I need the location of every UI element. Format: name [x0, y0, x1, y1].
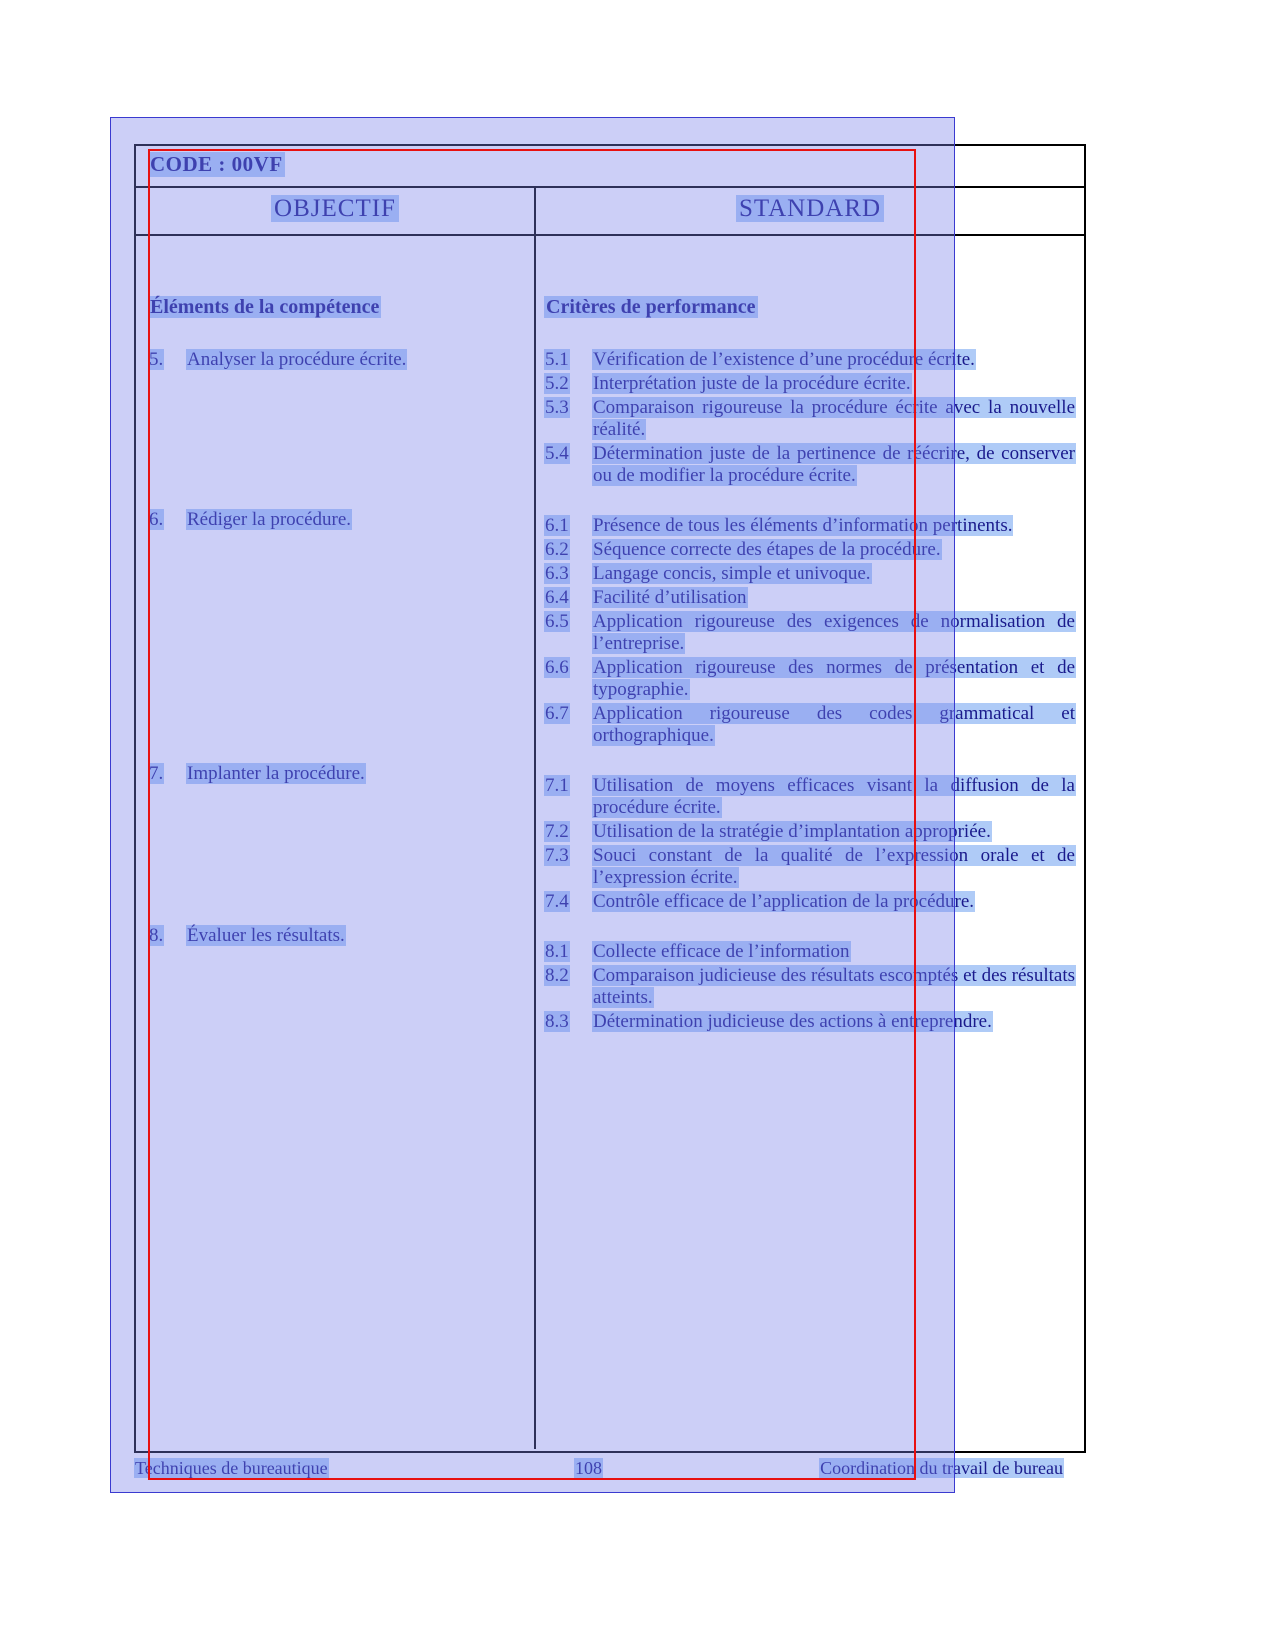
header-cell-standard: [536, 188, 1084, 234]
element-text: Évaluer les résultats.: [187, 925, 345, 946]
criterion-text: Vérification de l’existence d’une procédure écrite.: [593, 349, 975, 370]
criterion-number: 5.3: [545, 397, 569, 418]
criterion-item: [544, 821, 1076, 843]
criterion-text: Présence de tous les éléments d’information pertinents.: [593, 515, 1013, 536]
element-item: [148, 763, 534, 785]
criterion-item: [544, 373, 1076, 395]
criterion-text: Détermination juste de la pertinence de réécrire, de conserver ou de modifier la procédure écrite.: [593, 443, 1075, 486]
criterion-number: 6.3: [545, 563, 569, 584]
criterion-number: 8.3: [545, 1011, 569, 1032]
page-footer: [134, 1458, 1086, 1479]
criterion-text: Langage concis, simple et univoque.: [593, 563, 871, 584]
criterion-item: [544, 397, 1076, 441]
element-item: [148, 509, 534, 531]
criterion-number: 6.7: [545, 703, 569, 724]
element-text: Implanter la procédure.: [187, 763, 365, 784]
criterion-item: [544, 349, 1076, 371]
criterion-text: Comparaison judicieuse des résultats escomptés et des résultats atteints.: [593, 965, 1075, 1008]
criterion-number: 6.6: [545, 657, 569, 678]
criterion-text: Utilisation de la stratégie d’implantation appropriée.: [593, 821, 991, 842]
criterion-item: [544, 941, 1076, 963]
criterion-number: 6.4: [545, 587, 569, 608]
criterion-text: Interprétation juste de la procédure écrite.: [593, 373, 911, 394]
criterion-number: 5.2: [545, 373, 569, 394]
element-item: [148, 349, 534, 371]
criterion-item: [544, 443, 1076, 487]
criterion-text: Application rigoureuse des exigences de normalisation de l’entreprise.: [593, 611, 1075, 654]
criteria-group: [544, 941, 1076, 1033]
criteria-group: [544, 775, 1076, 913]
criterion-item: [544, 587, 1076, 609]
element-text: Analyser la procédure écrite.: [187, 349, 407, 370]
criterion-item: [544, 891, 1076, 913]
criterion-text: Comparaison rigoureuse la procédure écrite avec la nouvelle réalité.: [593, 397, 1075, 440]
element-number: 6.: [149, 509, 164, 530]
criterion-item: [544, 539, 1076, 561]
criterion-text: Application rigoureuse des normes de présentation et de typographie.: [593, 657, 1075, 700]
criterion-text: Facilité d’utilisation: [593, 587, 747, 608]
criterion-item: [544, 611, 1076, 655]
criterion-item: [544, 703, 1076, 747]
criterion-number: 6.1: [545, 515, 569, 536]
objectif-title: OBJECTIF: [136, 188, 534, 223]
criterion-item: [544, 845, 1076, 889]
criterion-number: 8.1: [545, 941, 569, 962]
criterion-number: 5.4: [545, 443, 569, 464]
criterion-text: Application rigoureuse des codes grammatical et orthographique.: [593, 703, 1075, 746]
table-header-row: [136, 188, 1084, 236]
objectif-column: [136, 236, 536, 1449]
criterion-number: 5.1: [545, 349, 569, 370]
footer-course: Coordination du travail de bureau: [820, 1458, 1063, 1478]
elements-section-title: Éléments de la compétence: [150, 296, 380, 318]
document-page: [134, 144, 1086, 1453]
element-text: Rédiger la procédure.: [187, 509, 352, 530]
criterion-text: Séquence correcte des étapes de la procédure.: [593, 539, 941, 560]
criterion-item: [544, 1011, 1076, 1033]
standard-column: [536, 236, 1084, 1449]
criterion-item: [544, 657, 1076, 701]
footer-program: Techniques de bureautique: [135, 1458, 328, 1478]
element-number: 5.: [149, 349, 164, 370]
criterion-number: 7.3: [545, 845, 569, 866]
code-label: CODE : 00VF: [150, 152, 283, 176]
header-cell-objectif: [136, 188, 536, 234]
criterion-item: [544, 563, 1076, 585]
criterion-text: Souci constant de la qualité de l’expression orale et de l’expression écrite.: [593, 845, 1075, 888]
footer-page-number: 108: [575, 1458, 602, 1478]
standard-title: STANDARD: [536, 188, 1084, 223]
criterion-number: 7.4: [545, 891, 569, 912]
criterion-item: [544, 965, 1076, 1009]
criteria-group: [544, 515, 1076, 747]
criterion-text: Collecte efficace de l’information: [593, 941, 850, 962]
criterion-number: 7.1: [545, 775, 569, 796]
criterion-number: 6.2: [545, 539, 569, 560]
code-row: [136, 146, 1084, 188]
criterion-number: 8.2: [545, 965, 569, 986]
criterion-number: 6.5: [545, 611, 569, 632]
table-body-row: [136, 236, 1084, 1449]
element-number: 7.: [149, 763, 164, 784]
criteria-section-title: Critères de performance: [546, 296, 756, 318]
criterion-item: [544, 515, 1076, 537]
criterion-text: Utilisation de moyens efficaces visant la diffusion de la procédure écrite.: [593, 775, 1075, 818]
element-item: [148, 925, 534, 947]
criteria-group: [544, 349, 1076, 487]
criterion-number: 7.2: [545, 821, 569, 842]
criterion-item: [544, 775, 1076, 819]
element-number: 8.: [149, 925, 164, 946]
criterion-text: Contrôle efficace de l’application de la procédure.: [593, 891, 975, 912]
criterion-text: Détermination judicieuse des actions à entreprendre.: [593, 1011, 992, 1032]
